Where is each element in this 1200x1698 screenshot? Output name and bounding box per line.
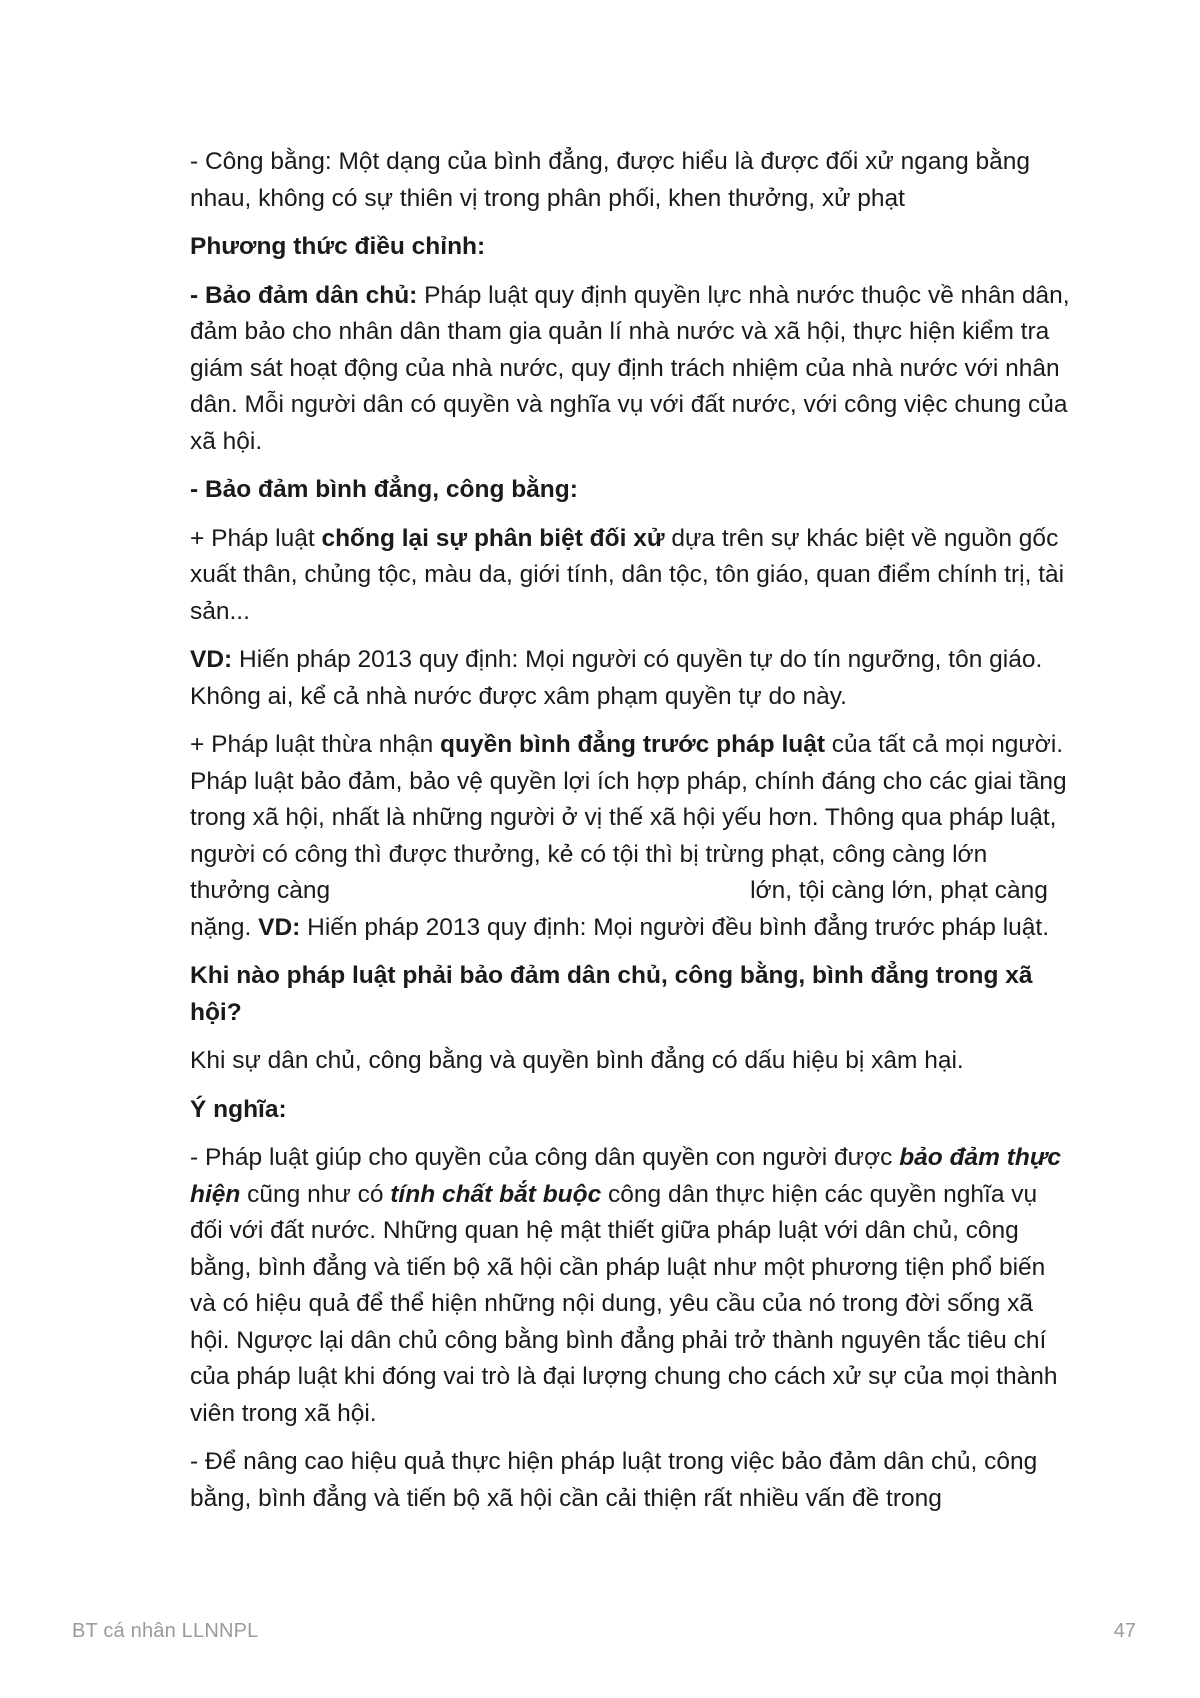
paragraph-fairness bbox=[190, 144, 1070, 217]
paragraph-meaning bbox=[190, 1140, 1070, 1432]
paragraph-text: tội càng lớn, phạt càng nặng. bbox=[190, 877, 1048, 941]
paragraph-anti-discrimination bbox=[190, 521, 1070, 631]
paragraph-text: Khi sự dân chủ, công bằng và quyền bình đẳng có dấu hiệu bị xâm hại. bbox=[190, 1047, 964, 1074]
example-label: VD: bbox=[190, 646, 233, 673]
paragraph-text: dựa trên sự khác biệt về nguồn gốc xuất thân, chủng tộc, màu da, giới tính, dân tộc, tôn giáo, quan điểm chính trị, tài sản... bbox=[190, 524, 1065, 625]
paragraph-democracy bbox=[190, 278, 1070, 461]
paragraph-example-religion bbox=[190, 642, 1070, 715]
paragraph-text: + Pháp luật thừa nhận bbox=[190, 731, 441, 758]
document-body bbox=[190, 144, 1070, 1529]
heading-text: Khi nào pháp luật phải bảo đảm dân chủ, công bằng, bình đẳng trong xã hội? bbox=[190, 962, 1033, 1026]
heading-text: Ý nghĩa: bbox=[190, 1095, 287, 1123]
paragraph-text: + Pháp luật bbox=[190, 524, 322, 552]
emphasis-text: quyền bình đẳng trước pháp luật bbox=[440, 731, 825, 758]
heading-meaning bbox=[190, 1092, 1070, 1129]
paragraph-text: - Để nâng cao hiệu quả thực hiện pháp luật trong việc bảo đảm dân chủ, công bằng, bình đẳng và tiến bộ xã hội cần cải thiện rất nhiều vấn đề trong bbox=[190, 1448, 1038, 1512]
paragraph-text: Hiến pháp 2013 quy định: Mọi người đều bình đẳng trước pháp luật. bbox=[300, 913, 1050, 941]
example-label: VD: bbox=[258, 913, 301, 941]
heading-equality bbox=[190, 472, 1070, 509]
paragraph-text: - Pháp luật giúp cho quyền của công dân quyền con người được bbox=[190, 1144, 900, 1171]
page-number: 47 bbox=[1113, 1620, 1136, 1642]
paragraph-lead: - Bảo đảm dân chủ: bbox=[190, 281, 418, 309]
emphasis-text: chống lại sự phân biệt đối xử bbox=[321, 524, 665, 552]
paragraph-text: cũng như có bbox=[240, 1180, 391, 1208]
heading-text: - Bảo đảm bình đẳng, công bằng: bbox=[190, 476, 578, 503]
emphasis-italic-text: tính chất bắt buộc bbox=[390, 1180, 602, 1208]
footer-title: BT cá nhân LLNNPL bbox=[72, 1620, 259, 1642]
paragraph-improve bbox=[190, 1444, 1070, 1517]
emphasis-italic-text: bảo đảm thực hiện bbox=[190, 1144, 1062, 1208]
paragraph-text: công dân thực hiện các quyền nghĩa vụ đối với đất nước. Những quan hệ mật thiết giữa pháp luật với dân chủ, công bằng, bình đẳng và tiến bộ xã hội cần pháp luật như một phương tiện phổ biến và có hiệu quả để thể hiện những nội dung, yêu cầu của nó trong đời sống xã hội. Ngược lại dân chủ công bằng bình đẳng phải trở thành nguyên tắc tiêu chí của pháp luật khi đóng vai trò là đại lượng chung cho cách xử sự của mọi thành viên trong xã hội. bbox=[190, 1180, 1058, 1427]
heading-method bbox=[190, 229, 1070, 266]
heading-when bbox=[190, 958, 1070, 1031]
paragraph-text: Hiến pháp 2013 quy định: Mọi người có quyền tự do tín ngưỡng, tôn giáo. Không ai, kể cả nhà nước được xâm phạm quyền tự do này. bbox=[190, 646, 1043, 710]
paragraph-answer bbox=[190, 1043, 1070, 1080]
paragraph-text: của tất cả mọi người. Pháp luật bảo đảm, bảo vệ quyền lợi ích hợp pháp, chính đáng cho các giai tầng trong xã hội, nhất là những người ở vị thế xã hội yếu hơn. Thông qua pháp luật, người có công thì được thưởng, kẻ có tội thì bị trừng phạt, công càng lớn thưởng càng bbox=[190, 731, 1067, 904]
heading-text: Phương thức điều chỉnh: bbox=[190, 233, 486, 260]
paragraph-text: - Công bằng: Một dạng của bình đẳng, được hiểu là được đối xử ngang bằng nhau, không có sự thiên vị trong phân phối, khen thưởng, xử phạt bbox=[190, 148, 1031, 212]
paragraph-text: lớn, bbox=[750, 877, 793, 904]
paragraph-text: Pháp luật quy định quyền lực nhà nước thuộc về nhân dân, đảm bảo cho nhân dân tham gia quản lí nhà nước và xã hội, thực hiện kiểm tra giám sát hoạt động của nhà nước, quy định trách nhiệm của nhà nước với nhân dân. Mỗi người dân có quyền và nghĩa vụ với đất nước, với công việc chung của xã hội. bbox=[190, 281, 1070, 455]
paragraph-equal-before-law bbox=[190, 727, 1070, 946]
